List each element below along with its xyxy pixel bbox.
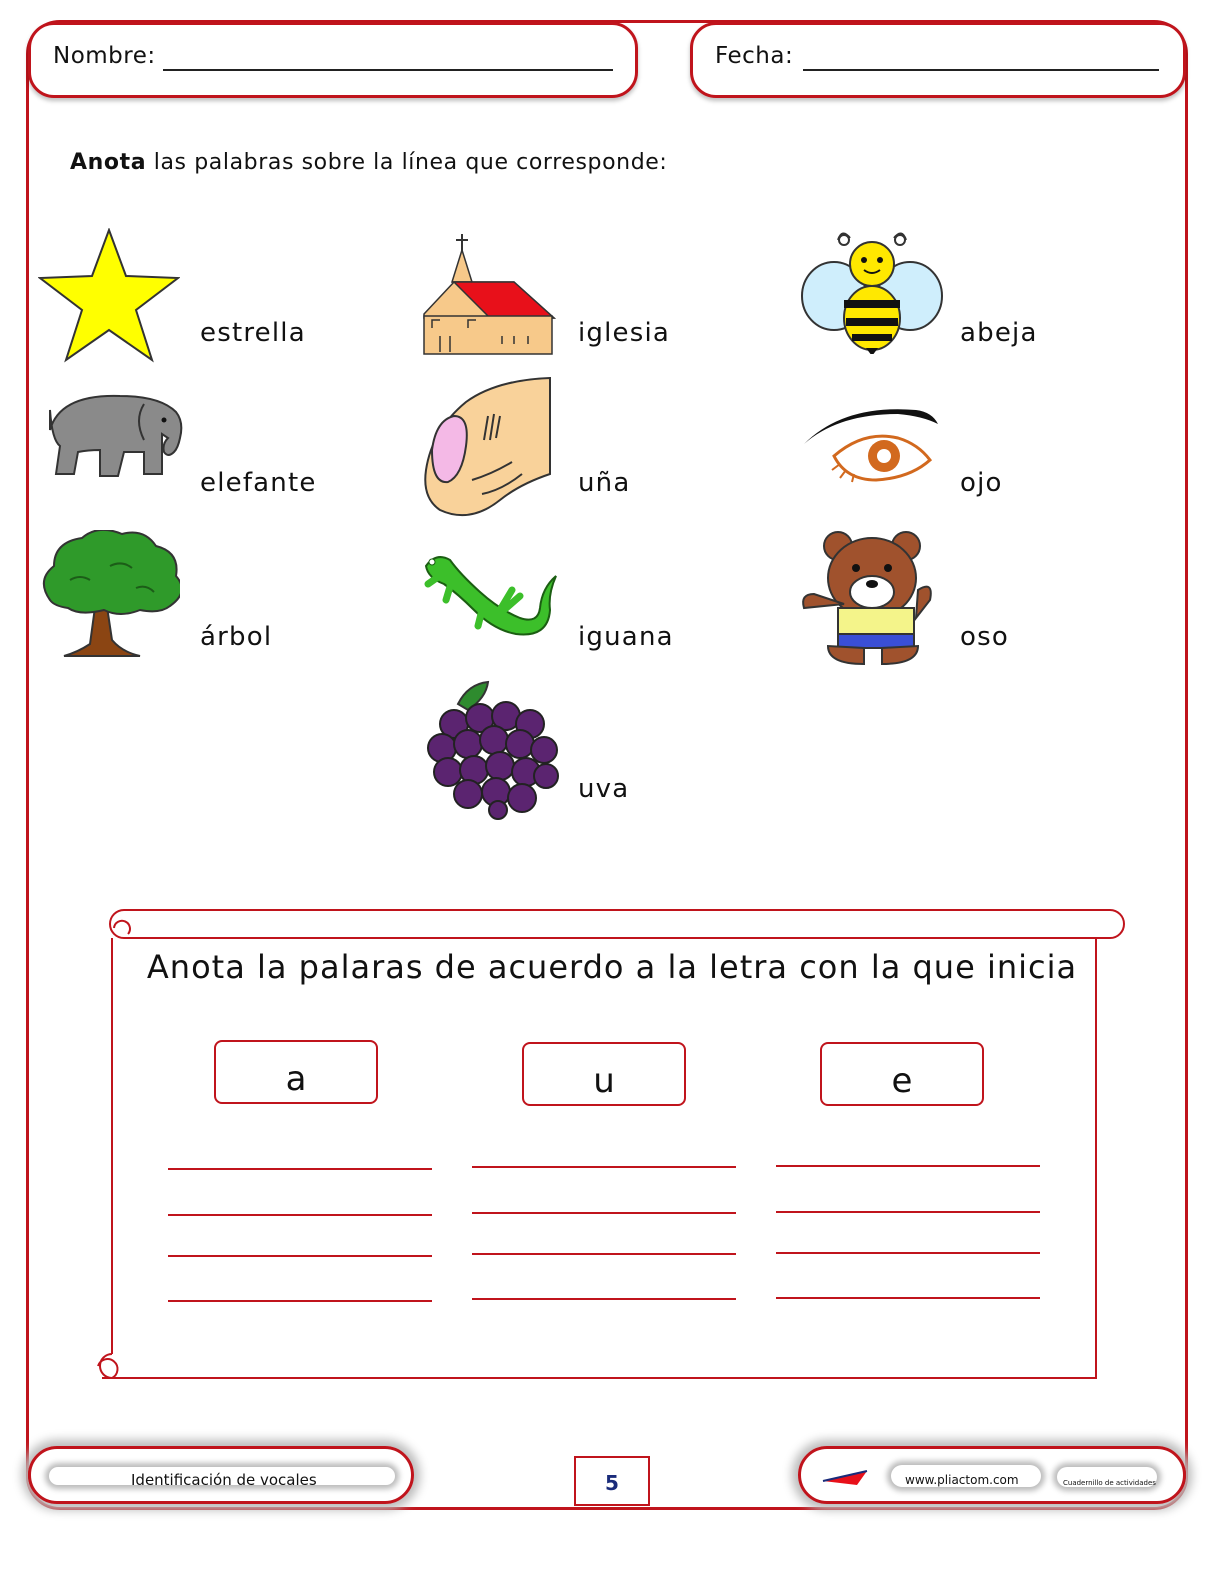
instruction <box>70 150 667 175</box>
footer-left-pill <box>28 1446 414 1504</box>
write-line-a-4[interactable] <box>168 1300 432 1302</box>
name-field[interactable] <box>163 69 613 71</box>
write-line-e-4[interactable] <box>776 1297 1040 1299</box>
footer-booklet: Cuadernillo de actividades <box>1063 1479 1156 1487</box>
elephant-icon <box>40 390 184 498</box>
fingernail-icon <box>422 376 552 518</box>
write-line-u-3[interactable] <box>472 1253 736 1255</box>
page-number: 5 <box>574 1456 650 1506</box>
word-iglesia: iglesia <box>578 318 671 348</box>
write-line-a-3[interactable] <box>168 1255 432 1257</box>
write-line-e-1[interactable] <box>776 1165 1040 1167</box>
name-label: Nombre: <box>53 43 156 69</box>
logo-icon <box>819 1455 873 1495</box>
instruction-bold: Anota <box>70 150 147 175</box>
instruction-text: las palabras sobre la línea que corresponde: <box>146 150 668 175</box>
write-line-a-2[interactable] <box>168 1214 432 1216</box>
date-label: Fecha: <box>715 43 794 69</box>
eye-icon <box>800 404 940 488</box>
footer-website[interactable]: www.pliactom.com <box>905 1473 1019 1487</box>
iguana-icon <box>418 540 560 650</box>
logo-box <box>819 1455 873 1495</box>
letter-box-u: u <box>522 1042 686 1106</box>
letter-box-e: e <box>820 1042 984 1106</box>
grapes-icon <box>418 680 560 820</box>
write-line-u-4[interactable] <box>472 1298 736 1300</box>
footer-subject: Identificación de vocales <box>131 1471 317 1489</box>
write-line-e-2[interactable] <box>776 1211 1040 1213</box>
exercise-title: Anota la palaras de acuerdo a la letra con la que inicia <box>146 948 1078 986</box>
word-iguana: iguana <box>578 622 674 652</box>
write-line-e-3[interactable] <box>776 1252 1040 1254</box>
star-icon <box>38 228 180 364</box>
word-estrella: estrella <box>200 318 306 348</box>
bee-icon <box>800 230 944 354</box>
letter-box-a: a <box>214 1040 378 1104</box>
tree-icon <box>40 530 180 660</box>
write-line-u-2[interactable] <box>472 1212 736 1214</box>
church-icon <box>418 232 558 356</box>
word-elefante: elefante <box>200 468 317 498</box>
word-oso: oso <box>960 622 1009 652</box>
word-abeja: abeja <box>960 318 1038 348</box>
write-line-a-1[interactable] <box>168 1168 432 1170</box>
word-ojo: ojo <box>960 468 1003 498</box>
footer-right-pill <box>798 1446 1186 1504</box>
date-box <box>690 22 1186 98</box>
name-box <box>28 22 638 98</box>
write-line-u-1[interactable] <box>472 1166 736 1168</box>
word-una: uña <box>578 468 631 498</box>
date-field[interactable] <box>803 69 1159 71</box>
bear-icon <box>798 528 934 666</box>
word-uva: uva <box>578 774 630 804</box>
word-arbol: árbol <box>200 622 273 652</box>
